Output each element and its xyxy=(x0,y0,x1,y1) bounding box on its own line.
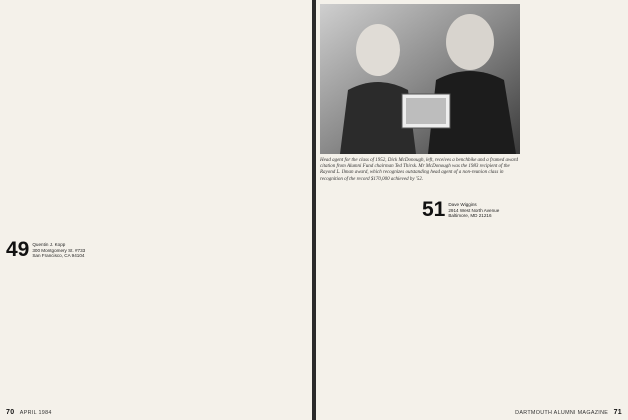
left-page xyxy=(0,0,312,420)
address-line: Dave Wiggins xyxy=(448,202,477,207)
class-number: 49 xyxy=(6,238,30,262)
right-column-2 xyxy=(422,196,518,396)
award-photo xyxy=(320,4,520,154)
left-column-3 xyxy=(210,6,306,398)
publication-name: DARTMOUTH ALUMNI MAGAZINE xyxy=(515,410,609,416)
left-footer xyxy=(6,409,52,416)
issue-date: APRIL 1984 xyxy=(19,410,52,416)
class-49-heading xyxy=(6,238,102,262)
page-number: 70 xyxy=(6,409,15,416)
address-line: Quentin J. Kopp xyxy=(32,242,66,248)
right-footer xyxy=(515,409,622,416)
right-column-3 xyxy=(526,6,622,398)
class-secretary-address xyxy=(32,240,85,259)
page-number: 71 xyxy=(613,409,622,416)
left-column-1 xyxy=(6,6,102,398)
class-51-heading xyxy=(422,200,518,219)
photo-caption: Head agent for the class of 1952, Dick McDonough, left, receives a benchbike and a framed award citation from Alumni Fund chairman Ted Thirsk. Mr McDonough was the 1983 recipient of the Rayond L. Ilman award, which recognizes outstanding head agent of a non-reunion class in recognition of the record $170,000 achieved by '52. xyxy=(320,158,519,182)
right-page xyxy=(316,0,628,420)
right-column-1 xyxy=(320,196,416,396)
address-line: San Francisco, CA 94104 xyxy=(32,253,85,259)
class-secretary-address xyxy=(448,200,499,219)
class-number: 51 xyxy=(422,198,446,221)
address-line: Baltimore, MD 21216 xyxy=(448,213,492,219)
address-line: 300 Montgomery St. #733 xyxy=(32,247,86,253)
left-column-2 xyxy=(108,6,204,398)
address-line: 2914 West North Avenue xyxy=(448,207,500,213)
